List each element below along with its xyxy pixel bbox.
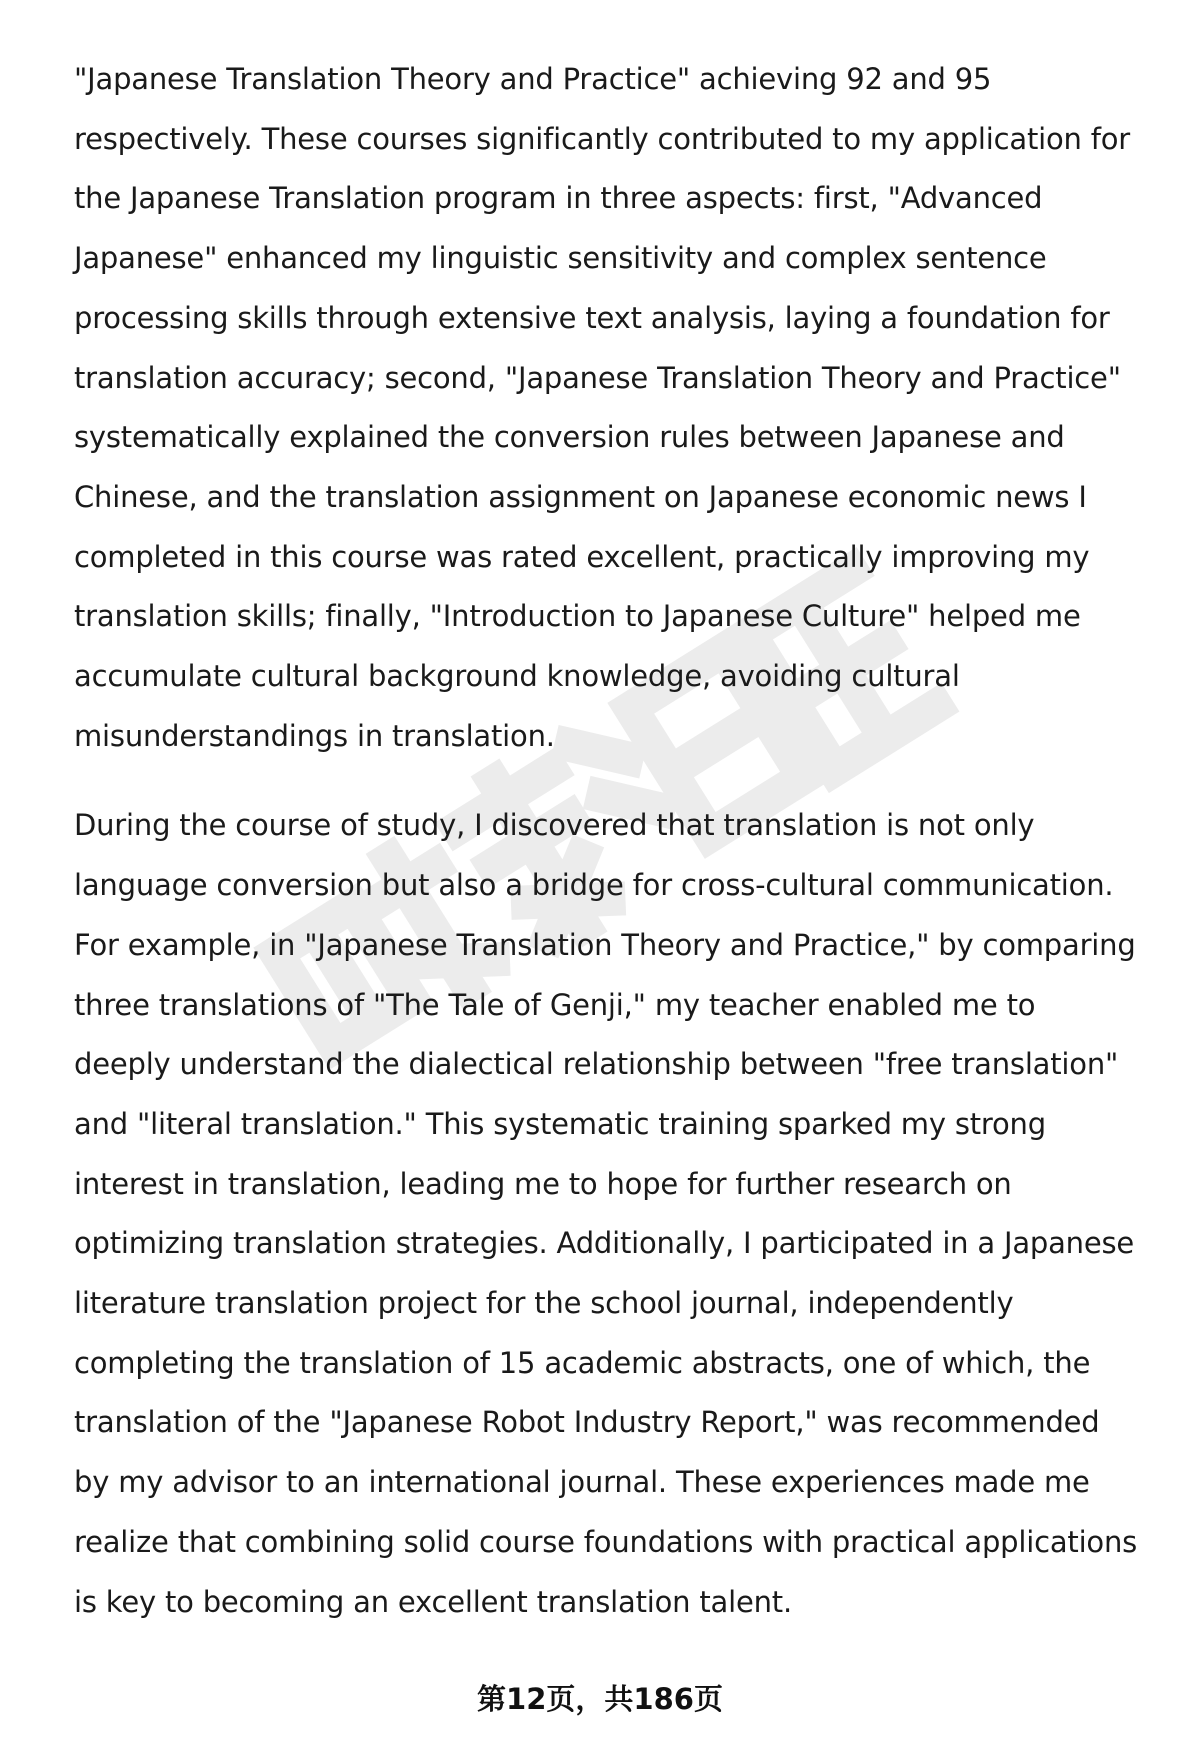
document-body: [74, 50, 1140, 1632]
paragraph-course-contributions: "Japanese Translation Theory and Practice" achieving 92 and 95 respectively. These courses significantly contributed to my application for the Japanese Translation program in three aspects: first, "Advanced Japanese" enhanced my linguistic sensitivity and complex sentence processing skills through extensive text analysis, laying a foundation for translation accuracy; second, "Japanese Translation Theory and Practice" systematically explained the conversion rules between Japanese and Chinese, and the translation assignment on Japanese economic news I completed in this course was rated excellent, practically improving my translation skills; finally, "Introduction to Japanese Culture" helped me accumulate cultural background knowledge, avoiding cultural misunderstandings in translation.: [74, 62, 1131, 753]
page-number-footer: 第12页，共186页: [477, 1682, 723, 1716]
paragraph-study-experience: During the course of study, I discovered that translation is not only language conversion but also a bridge for cross-cultural communication. For example, in "Japanese Translation Theory and Practice," by comparing three translations of "The Tale of Genji," my teacher enabled me to deeply understand the dialectical relationship between "free translation" and "literal translation." This systematic training sparked my strong interest in translation, leading me to hope for further research on optimizing translation strategies. Additionally, I participated in a Japanese literature translation project for the school journal, independently completing the translation of 15 academic abstracts, one of which, the translation of the "Japanese Robot Industry Report," was recommended by my advisor to an international journal. These experiences made me realize that combining solid course foundations with practical applications is key to becoming an excellent translation talent.: [74, 808, 1138, 1619]
